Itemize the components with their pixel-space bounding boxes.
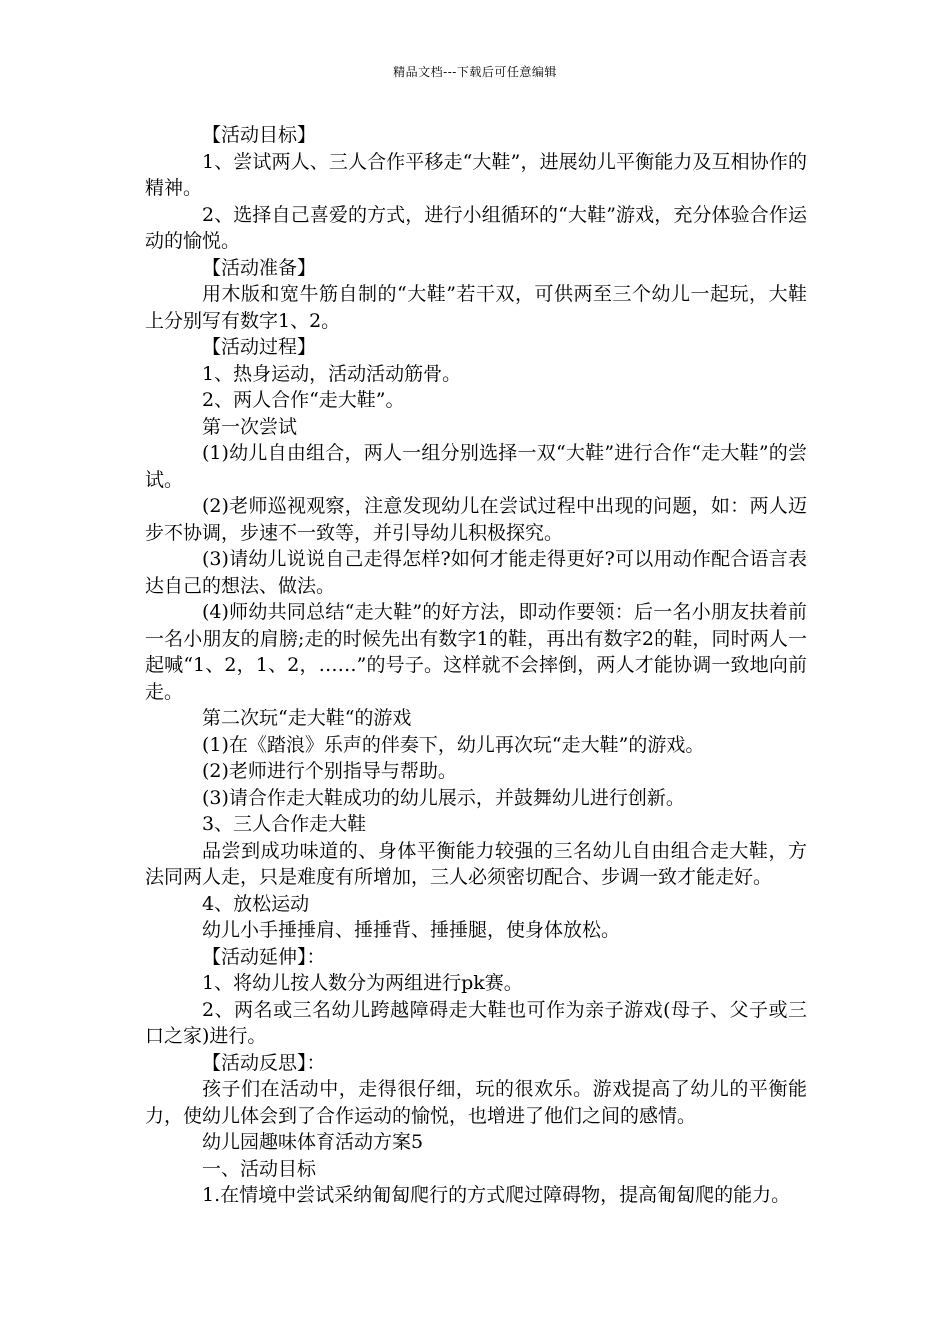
paragraph: 4、放松运动 [202, 892, 310, 915]
paragraph: 品尝到成功味道的、身体平衡能力较强的三名幼儿自由组合走大鞋，方法同两人走，只是难度有所增加，三人必须密切配合、步调一致才能走好。 [145, 839, 807, 888]
page-header: 精品文档---下载后可任意编辑 [393, 65, 557, 79]
paragraph: 1、热身运动，活动活动筋骨。 [202, 362, 462, 385]
paragraph: 一、活动目标 [202, 1157, 317, 1180]
paragraph: 第一次尝试 [202, 415, 298, 438]
document-body [145, 122, 807, 1209]
paragraph: (3)请合作走大鞋成功的幼儿展示，并鼓舞幼儿进行创新。 [202, 786, 685, 809]
paragraph: (2)老师巡视观察，注意发现幼儿在尝试过程中出现的问题，如：两人迈步不协调，步速不一致等，并引导幼儿积极探究。 [145, 495, 807, 544]
paragraph: 2、两人合作“走大鞋”。 [202, 389, 405, 411]
section-heading-reflection: 【活动反思】： [202, 1051, 326, 1074]
paragraph: (2)老师进行个别指导与帮助。 [202, 760, 457, 782]
paragraph: 1、将幼儿按人数分为两组进行pk赛。 [202, 972, 523, 994]
section-heading-preparation: 【活动准备】 [202, 256, 317, 279]
paragraph: 用木版和宽牛筋自制的“大鞋”若干双，可供两至三个幼儿一起玩，大鞋上分别写有数字1、2。 [145, 283, 807, 332]
paragraph: (1)幼儿自由组合，两人一组分别选择一双“大鞋”进行合作“走大鞋”的尝试。 [145, 442, 807, 491]
section-heading-extension: 【活动延伸】： [202, 945, 326, 968]
section-heading-process: 【活动过程】 [202, 336, 317, 358]
paragraph: (3)请幼儿说说自己走得怎样?如何才能走得更好?可以用动作配合语言表达自己的想法、做法。 [145, 548, 807, 597]
paragraph: 孩子们在活动中，走得很仔细，玩的很欢乐。游戏提高了幼儿的平衡能力，使幼儿体会到了合作运动的愉悦，也增进了他们之间的感情。 [145, 1078, 807, 1127]
section-heading-goals: 【活动目标】 [202, 124, 317, 146]
paragraph: 1、尝试两人、三人合作平移走“大鞋”，进展幼儿平衡能力及互相协作的精神。 [145, 150, 807, 199]
document-subtitle: 幼儿园趣味体育活动方案5 [202, 1131, 424, 1153]
paragraph: (4)师幼共同总结“走大鞋”的好方法，即动作要领：后一名小朋友扶着前一名小朋友的肩膀;走的时候先出有数字1的鞋，再出有数字2的鞋，同时两人一起喊“1、2，1、2，……”的号子。这样就不会摔倒，两人才能协调一致地向前走。 [145, 601, 807, 703]
paragraph: 2、选择自己喜爱的方式，进行小组循环的“大鞋”游戏，充分体验合作运动的愉悦。 [145, 203, 807, 252]
paragraph: 第二次玩“走大鞋“的游戏 [202, 707, 412, 729]
paragraph: 1.在情境中尝试采纳匍匐爬行的方式爬过障碍物，提高匍匐爬的能力。 [202, 1184, 791, 1206]
paragraph: (1)在《踏浪》乐声的伴奏下，幼儿再次玩“走大鞋”的游戏。 [202, 733, 705, 756]
paragraph: 2、两名或三名幼儿跨越障碍走大鞋也可作为亲子游戏(母子、父子或三口之家)进行。 [145, 998, 807, 1047]
paragraph: 3、三人合作走大鞋 [202, 813, 367, 835]
paragraph: 幼儿小手捶捶肩、捶捶背、捶捶腿，使身体放松。 [202, 919, 621, 941]
